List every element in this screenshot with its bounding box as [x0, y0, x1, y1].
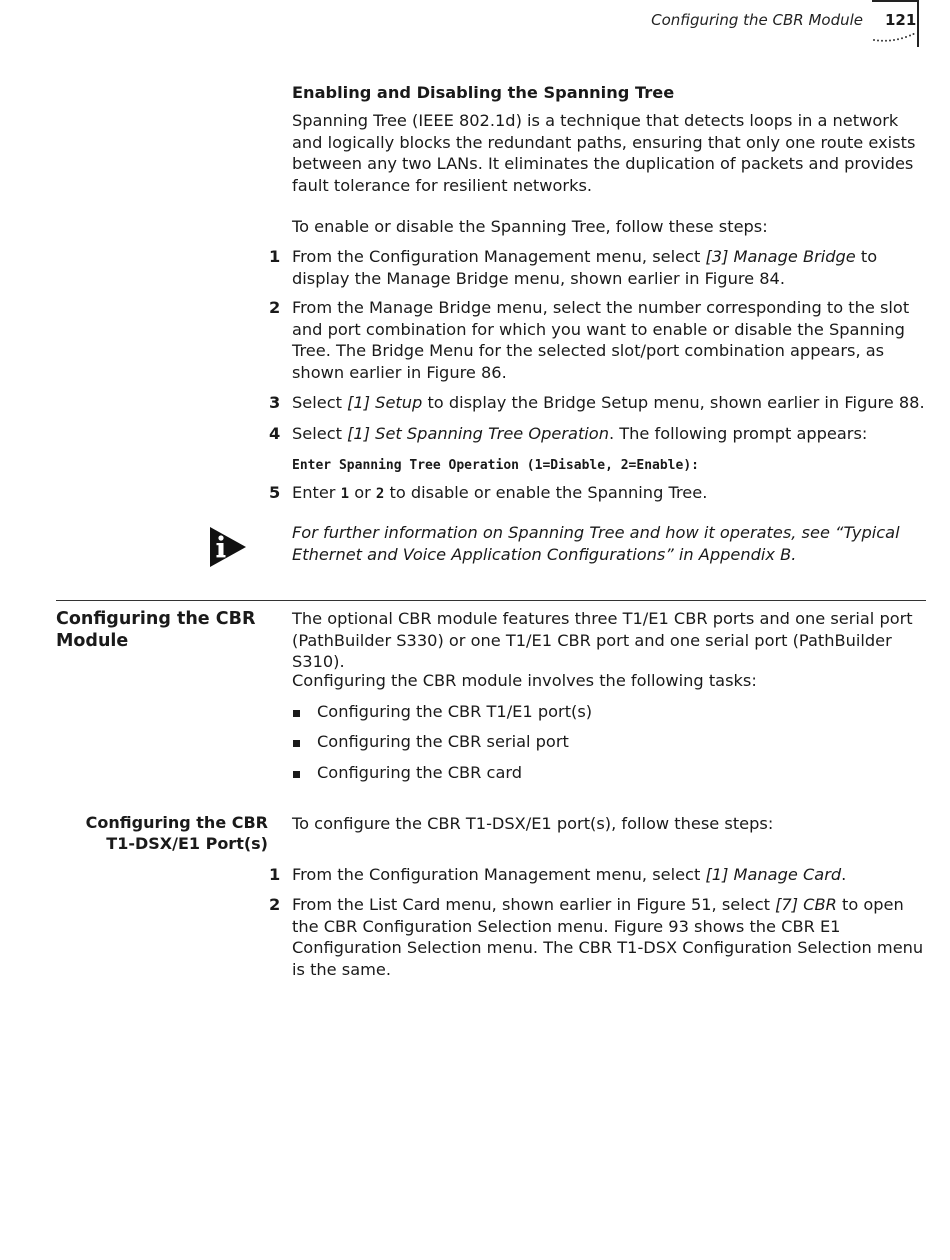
step-text: Select [1] Set Spanning Tree Operation. The following prompt appears: — [292, 424, 868, 443]
spanning-tree-heading: Enabling and Disabling the Spanning Tree — [292, 83, 675, 102]
step-number: 4 — [269, 424, 281, 443]
header-rule-horizontal — [872, 0, 919, 2]
step-text: From the Manage Bridge menu, select the number corresponding to the slot and port combination for which you want to enable or disable the Spanning Tree. The Bridge Menu for the selected slot/port combination appears, as shown earlier in Figure 86. — [292, 298, 910, 382]
subsection-heading-line1: Configuring the CBR — [85, 813, 268, 832]
step-text: From the List Card menu, shown earlier in Figure 51, select [7] CBR to open the CBR Configuration Selection menu. Figure 93 shows the CBR E1 Configuration Selection menu. The CBR T1-DSX Configuration Selection menu is the same. — [292, 895, 924, 979]
command-prompt: Enter Spanning Tree Operation (1=Disable, 2=Enable): — [292, 458, 699, 473]
note-text: For further information on Spanning Tree and how it operates, see “Typical Ethernet and Voice Application Configurations” in Appendix B. — [292, 523, 900, 564]
subsection-heading — [40, 812, 268, 854]
spanning-tree-intro: Spanning Tree (IEEE 802.1d) is a technique that detects loops in a network and logically blocks the redundant paths, ensuring that only one route exists between any two LANs. It eliminates the duplication of packets and provides fault tolerance for resilient networks. — [292, 111, 916, 195]
step-number: 3 — [269, 393, 281, 412]
header-rule-vertical — [917, 0, 919, 47]
section-divider — [56, 600, 926, 601]
section-heading: Configuring the CBR Module — [56, 609, 256, 651]
ports-lead-in: To configure the CBR T1-DSX/E1 port(s), follow these steps: — [292, 814, 774, 833]
spanning-tree-lead-in: To enable or disable the Spanning Tree, follow these steps: — [292, 217, 768, 236]
step-number: 1 — [269, 247, 281, 266]
step-number: 2 — [269, 895, 281, 914]
step-number: 1 — [269, 865, 281, 884]
page-number: 121 — [885, 11, 917, 29]
bullet-square-icon — [293, 710, 300, 717]
list-item: Configuring the CBR T1/E1 port(s) — [317, 702, 593, 721]
bullet-square-icon — [293, 740, 300, 747]
step-text: From the Configuration Management menu, select [1] Manage Card. — [292, 865, 847, 884]
step-text: Select [1] Setup to display the Bridge Setup menu, shown earlier in Figure 88. — [292, 393, 925, 412]
header-dots-decoration — [872, 30, 916, 42]
step-number: 5 — [269, 483, 281, 502]
subsection-heading-line2: T1-DSX/E1 Port(s) — [106, 834, 268, 853]
list-item: Configuring the CBR card — [317, 763, 523, 782]
running-title: Configuring the CBR Module — [651, 11, 863, 29]
bullet-square-icon — [293, 771, 300, 778]
cbr-intro: The optional CBR module features three T1/E1 CBR ports and one serial port (PathBuilder S330) or one T1/E1 CBR port and one serial port (PathBuilder S310). — [292, 609, 913, 671]
step-text: Enter 1 or 2 to disable or enable the Spanning Tree. — [292, 483, 708, 502]
step-number: 2 — [269, 298, 281, 317]
cbr-tasks-lead-in: Configuring the CBR module involves the following tasks: — [292, 671, 757, 690]
list-item: Configuring the CBR serial port — [317, 732, 569, 751]
step-text: From the Configuration Management menu, select [3] Manage Bridge to display the Manage Bridge menu, shown earlier in Figure 84. — [292, 247, 878, 288]
info-icon — [208, 525, 248, 569]
